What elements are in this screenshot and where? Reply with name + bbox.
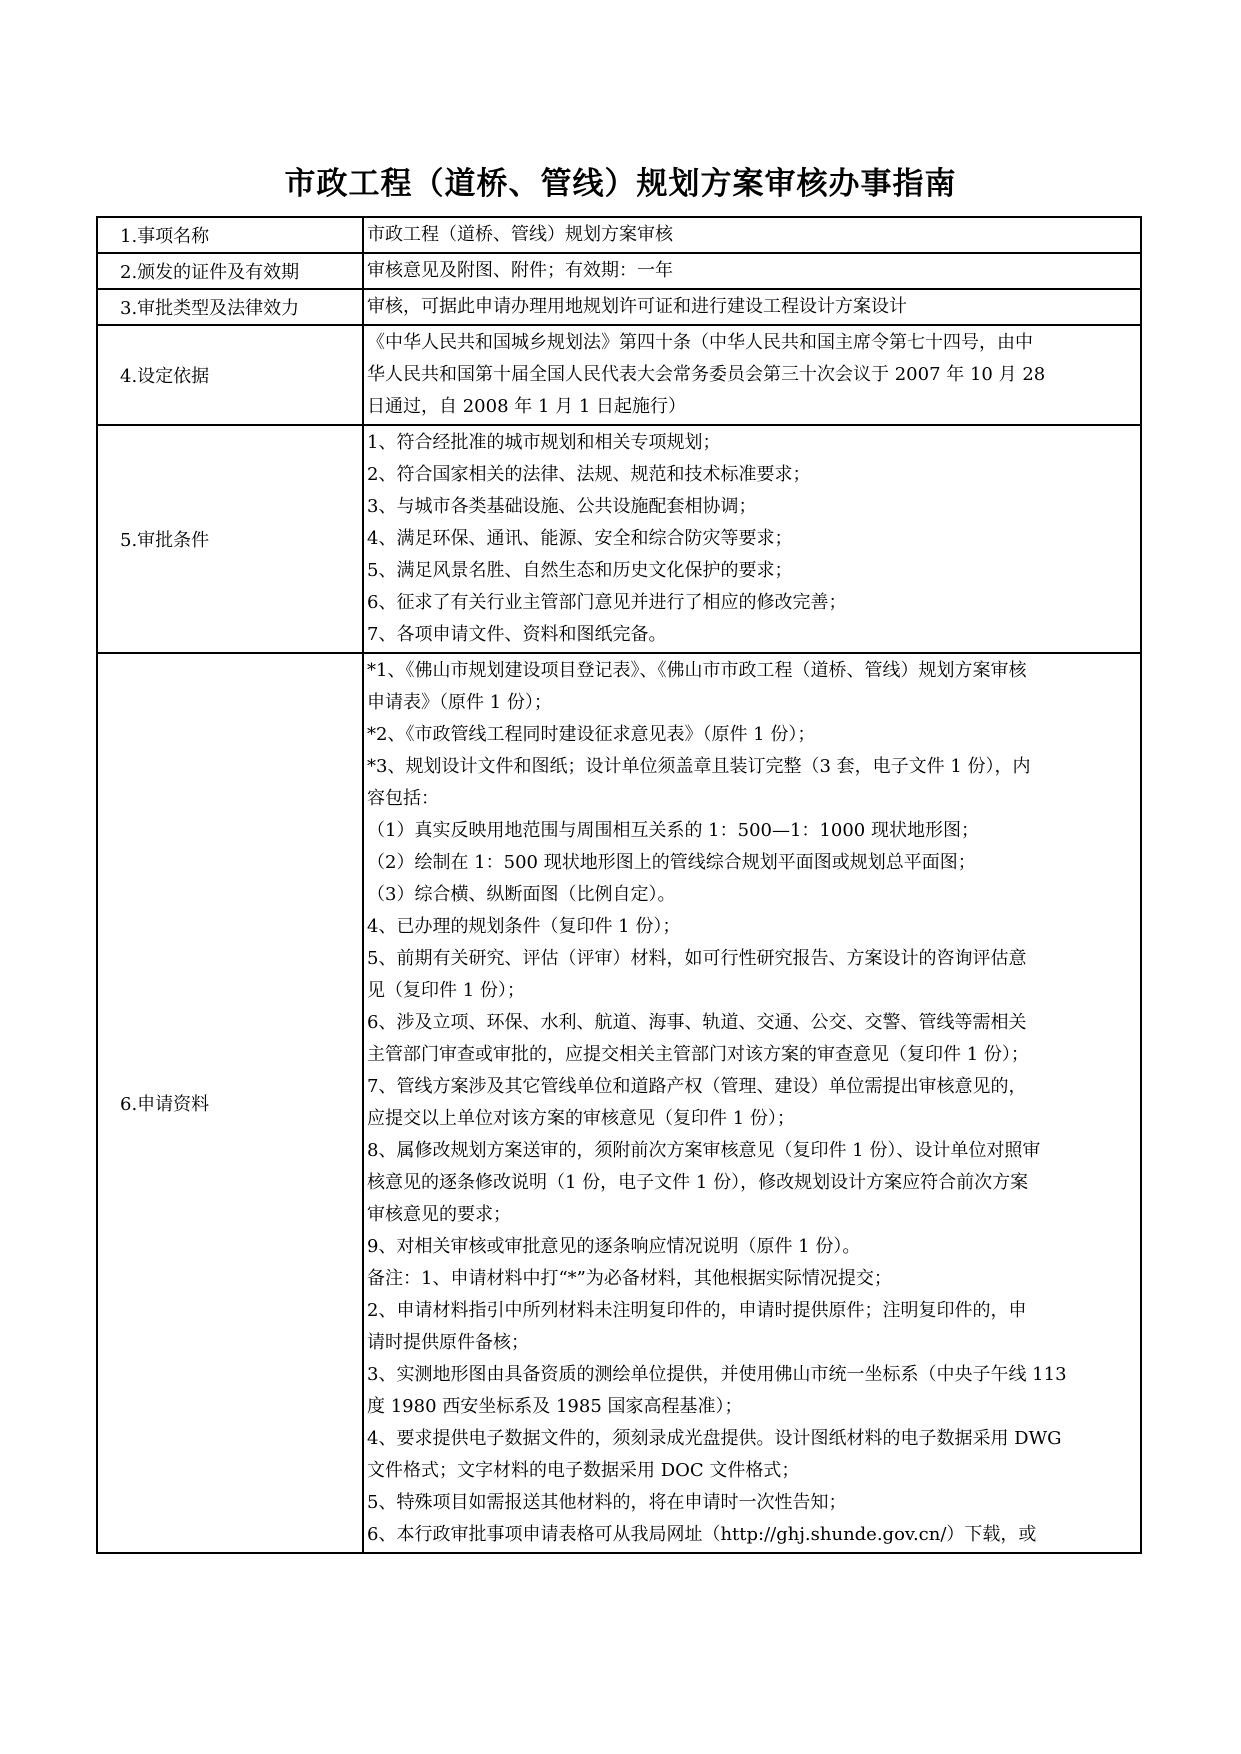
content-line: 6、征求了有关行业主管部门意见并进行了相应的修改完善； (367, 592, 847, 613)
content-line: 4、已办理的规划条件（复印件 1 份）； (367, 916, 681, 937)
content-line: 应提交以上单位对该方案的审核意见（复印件 1 份）； (367, 1108, 795, 1129)
content-line: 4、满足环保、通讯、能源、安全和综合防灾等要求； (367, 528, 793, 549)
table-row (97, 653, 1141, 1553)
content-line: 1、符合经批准的城市规划和相关专项规划； (367, 432, 721, 453)
content-line: 审核意见及附图、附件；有效期：一年 (367, 260, 673, 281)
content-line: 8、属修改规划方案送审的，须附前次方案审核意见（复印件 1 份）、设计单位对照审 (367, 1140, 1041, 1161)
content-line: 核意见的逐条修改说明（1 份，电子文件 1 份），修改规划设计方案应符合前次方案 (367, 1172, 1029, 1193)
row-label: 1.事项名称 (97, 217, 363, 253)
content-line: （1）真实反映用地范围与周围相互关系的 1：500—1：1000 现状地形图； (367, 820, 979, 841)
content-line: 2、符合国家相关的法律、法规、规范和技术标准要求； (367, 464, 811, 485)
guide-table (96, 216, 1142, 1554)
table-row (97, 325, 1141, 425)
content-line: *3、规划设计文件和图纸；设计单位须盖章且装订完整（3 套，电子文件 1 份），内 (367, 756, 1031, 777)
table-row (97, 217, 1141, 253)
content-line: 主管部门审查或审批的，应提交相关主管部门对该方案的审查意见（复印件 1 份）； (367, 1044, 1029, 1065)
content-line: 文件格式；文字材料的电子数据采用 DOC 文件格式； (367, 1460, 800, 1481)
content-line: 请时提供原件备核； (367, 1332, 529, 1353)
row-label: 5.审批条件 (97, 425, 363, 653)
row-content (363, 653, 1141, 1553)
content-line: 5、特殊项目如需报送其他材料的，将在申请时一次性告知； (367, 1492, 847, 1513)
table-row (97, 289, 1141, 325)
row-content (363, 425, 1141, 653)
content-line: 3、实测地形图由具备资质的测绘单位提供，并使用佛山市统一坐标系（中央子午线 113 (367, 1364, 1067, 1385)
content-line: 备注：1、申请材料中打“*”为必备材料，其他根据实际情况提交； (367, 1268, 892, 1289)
content-line: 6、本行政审批事项申请表格可从我局网址（http://ghj.shunde.gov.cn/）下载，或 (367, 1524, 1037, 1545)
row-label: 2.颁发的证件及有效期 (97, 253, 363, 289)
content-line: （3）综合横、纵断面图（比例自定）。 (367, 884, 676, 905)
content-line: 4、要求提供电子数据文件的，须刻录成光盘提供。设计图纸材料的电子数据采用 DWG (367, 1428, 1062, 1449)
content-line: 市政工程（道桥、管线）规划方案审核 (367, 224, 673, 245)
content-line: 审核意见的要求； (367, 1204, 511, 1225)
table-row (97, 425, 1141, 653)
content-line: 度 1980 西安坐标系及 1985 国家高程基准）； (367, 1396, 743, 1417)
row-content (363, 217, 1141, 253)
row-content (363, 325, 1141, 425)
row-content (363, 253, 1141, 289)
row-content (363, 289, 1141, 325)
content-line: 5、前期有关研究、评估（评审）材料，如可行性研究报告、方案设计的咨询评估意 (367, 948, 1027, 969)
content-line: 5、满足风景名胜、自然生态和历史文化保护的要求； (367, 560, 793, 581)
content-line: 审核，可据此申请办理用地规划许可证和进行建设工程设计方案设计 (367, 296, 907, 317)
row-label: 4.设定依据 (97, 325, 363, 425)
content-line: 容包括： (367, 788, 439, 809)
content-line: 见（复印件 1 份）； (367, 980, 525, 1001)
page-title: 市政工程（道桥、管线）规划方案审核办事指南 (284, 166, 957, 202)
content-line: （2）绘制在 1：500 现状地形图上的管线综合规划平面图或规划总平面图； (367, 852, 976, 873)
row-label: 3.审批类型及法律效力 (97, 289, 363, 325)
content-line: 华人民共和国第十届全国人民代表大会常务委员会第三十次会议于 2007 年 10 月 28 (367, 364, 1046, 385)
content-line: 申请表》（原件 1 份）； (367, 692, 552, 713)
content-line: 7、管线方案涉及其它管线单位和道路产权（管理、建设）单位需提出审核意见的， (367, 1076, 1027, 1097)
content-line: 日通过，自 2008 年 1 月 1 日起施行） (367, 396, 687, 417)
content-line: 9、对相关审核或审批意见的逐条响应情况说明（原件 1 份）。 (367, 1236, 861, 1257)
content-line: 7、各项申请文件、资料和图纸完备。 (367, 624, 667, 645)
content-line: *2、《市政管线工程同时建设征求意见表》（原件 1 份）； (367, 724, 816, 745)
table-row (97, 253, 1141, 289)
content-line: *1、《佛山市规划建设项目登记表》、《佛山市市政工程（道桥、管线）规划方案审核 (367, 660, 1027, 681)
content-line: 2、申请材料指引中所列材料未注明复印件的，申请时提供原件；注明复印件的，申 (367, 1300, 1027, 1321)
content-line: 6、涉及立项、环保、水利、航道、海事、轨道、交通、公交、交警、管线等需相关 (367, 1012, 1027, 1033)
content-line: 《中华人民共和国城乡规划法》第四十条（中华人民共和国主席令第七十四号，由中 (367, 332, 1033, 353)
row-label: 6.申请资料 (97, 653, 363, 1553)
content-line: 3、与城市各类基础设施、公共设施配套相协调； (367, 496, 757, 517)
